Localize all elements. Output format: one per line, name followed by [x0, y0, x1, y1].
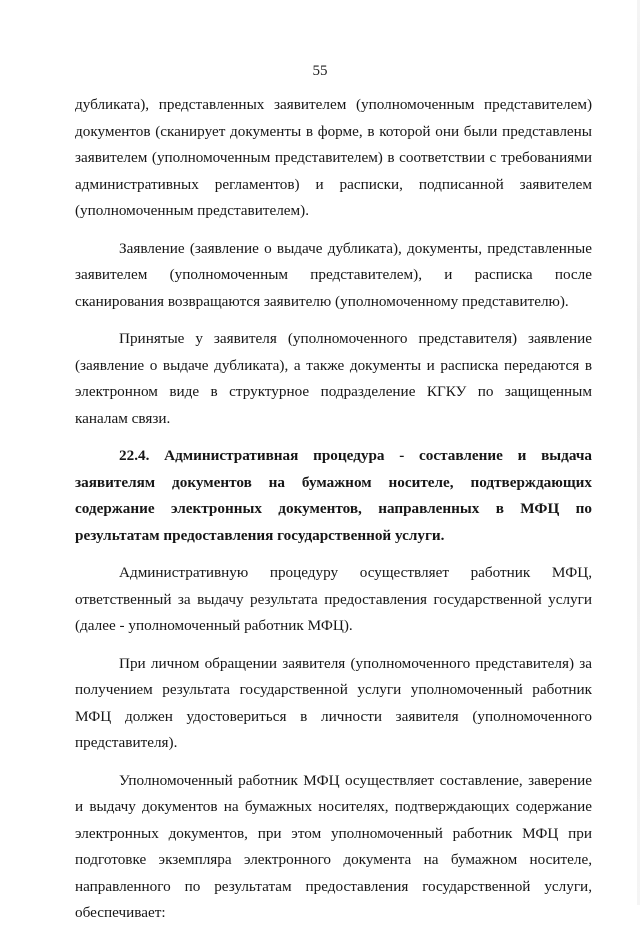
section-heading-22-4: 22.4. Административная процедура - составление и выдача заявителям документов на бумажном носителе, подтверждающих содержание электронных документов, направленных в МФЦ по результатам предоставления государственной услуги. — [75, 447, 592, 544]
page-number: 55 — [312, 63, 328, 79]
paragraph-identity-check: При личном обращении заявителя (уполномоченного представителя) за получением результата государственной услуги уполномоченный работник МФЦ должен удостовериться в личности заявителя (уполномоченного представителя). — [75, 654, 592, 751]
paragraph-returned-documents: Заявление (заявление о выдаче дубликата), документы, представленные заявителем (уполномоченным представителем), и расписка после сканирования возвращаются заявителю (уполномоченному представителю). — [75, 239, 592, 310]
paragraph-paper-copy-preparation: Уполномоченный работник МФЦ осуществляет составление, заверение и выдачу документов на бумажных носителях, подтверждающих содержание электронных документов, при этом уполномоченный работник МФЦ при подготовке экземпляра электронного документа на бумажном носителе, направленного по результатам предоставления государственной услуги, обеспечивает: — [75, 771, 592, 921]
paragraph-responsible-worker: Административную процедуру осуществляет работник МФЦ, ответственный за выдачу результата предоставления государственной услуги (далее - уполномоченный работник МФЦ). — [75, 564, 592, 634]
document-body — [75, 92, 592, 927]
paragraph-duplicate-documents: дубликата), представленных заявителем (уполномоченным представителем) документов (сканирует документы в форме, в которой они были представлены заявителем (уполномоченным представителем) в соответствии с требованиями административных регламентов) и расписки, подписанной заявителем (уполномоченным представителем). — [75, 96, 592, 219]
paragraph-electronic-transfer: Принятые у заявителя (уполномоченного представителя) заявление (заявление о выдаче дубликата), а также документы и расписка передаются в электронном виде в структурное подразделение КГКУ по защищенным каналам связи. — [75, 330, 592, 427]
